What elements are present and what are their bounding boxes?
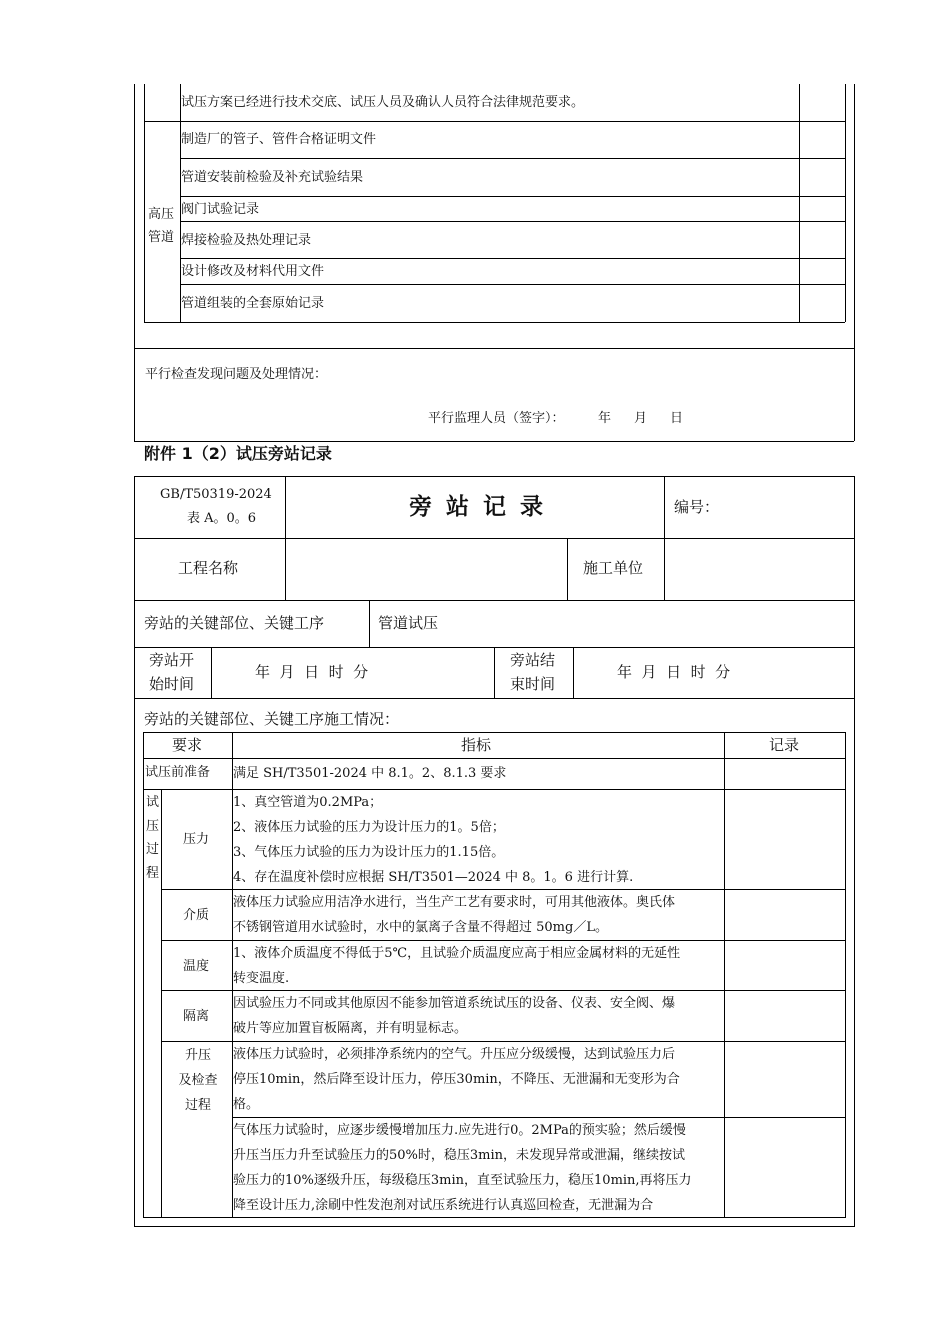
start-time-value: 年 月 日 时 分: [255, 663, 369, 681]
prep-label: 试压前准备: [145, 765, 211, 780]
temperature-text: 1、液体介质温度不得低于5℃，且试验介质温度应高于相应金属材料的无延性 转变温度.: [233, 946, 681, 986]
number-label: 编号：: [674, 498, 720, 516]
isolation-label: 隔离: [183, 1009, 210, 1024]
end-time-value: 年 月 日 时 分: [617, 663, 731, 681]
col-requirement: 要求: [172, 736, 203, 754]
col-record: 记录: [769, 736, 800, 754]
situation-label: 旁站的关键部位、关键工序施工情况：: [144, 710, 400, 728]
start-time-label: 旁站开: [149, 651, 195, 669]
doc-item: 焊接检验及热处理记录: [181, 233, 312, 248]
prep-text: 满足 SH/T3501-2024 中 8.1。2、8.1.3 要求: [233, 766, 507, 781]
boost-gas-text: 气体压力试验时，应逐步缓慢增加压力.应先进行0。2MPa的预实验；然后缓慢 升压当压力升至试验压力的50%时，稳压3min，未发现异常或泄漏，继续按试 验压力的10%逐级升压，每级稳压3min，直至试验压力，稳压10min,再将压力 降至设计压力,涂刷中性发泡剂对试压系统进行认真巡回检查，无泄漏为合: [233, 1123, 692, 1213]
boost-liquid-text: 液体压力试验时，必须排净系统内的空气。升压应分级缓慢，达到试验压力后 停压10min，然后降至设计压力，停压30min，不降压、无泄漏和无变形为合 格。: [233, 1047, 680, 1112]
project-name-label: 工程名称: [178, 559, 239, 577]
end-time-label-2: 束时间: [510, 675, 556, 693]
boost-label: 升压 及检查 过程: [178, 1048, 218, 1113]
table-number: 表 A。0。6: [187, 511, 257, 526]
group-label-high-pressure: 高压管道: [148, 207, 175, 245]
section-title: 附件 1（2）试压旁站记录: [144, 444, 332, 463]
doc-item: 管道安装前检验及补充试验结果: [181, 170, 364, 185]
pressure-label: 压力: [183, 832, 210, 847]
key-part-label: 旁站的关键部位、关键工序: [144, 614, 325, 632]
end-time-label: 旁站结: [510, 651, 556, 669]
isolation-text: 因试验压力不同或其他原因不能参加管道系统试压的设备、仪表、安全阀、爆 破片等应加置盲板隔离，并有明显标志。: [233, 996, 676, 1036]
medium-label: 介质: [183, 908, 210, 923]
date-day: 日: [670, 411, 684, 426]
doc-item: 管道组装的全套原始记录: [181, 296, 325, 311]
problems-label: 平行检查发现问题及处理情况：: [145, 367, 328, 382]
date-month: 月: [634, 411, 648, 426]
pressure-text: 1、真空管道为0.2MPa； 2、液体压力试验的压力为设计压力的1。5倍； 3、气体压力试验的压力为设计压力的1.15倍。 4、存在温度补偿时应根据 SH/T3501—2024 中 8。1。6 进行计算.: [233, 795, 634, 885]
tech-briefing-text: 试压方案已经进行技术交底、试压人员及确认人员符合法律规范要求。: [181, 95, 585, 110]
standard-code: GB/T50319-2024: [160, 487, 272, 502]
temperature-label: 温度: [183, 959, 210, 974]
signature-label: 平行监理人员（签字）：: [428, 411, 565, 426]
construction-unit-label: 施工单位: [583, 559, 644, 577]
doc-item: 设计修改及材料代用文件: [181, 264, 325, 279]
col-indicator: 指标: [461, 736, 492, 754]
medium-text: 液体压力试验应用洁净水进行，当生产工艺有要求时，可用其他液体。奥氏体 不锈钢管道用水试验时，水中的氯离子含量不得超过 50mg／L。: [233, 895, 676, 935]
process-label: 试 压 过 程: [146, 795, 160, 881]
key-part-value: 管道试压: [378, 614, 439, 632]
record-heading: 旁站记录: [409, 493, 557, 520]
doc-item: 阀门试验记录: [181, 202, 260, 217]
date-year: 年: [598, 411, 612, 426]
doc-item: 制造厂的管子、管件合格证明文件: [181, 132, 377, 147]
start-time-label-2: 始时间: [149, 675, 195, 693]
